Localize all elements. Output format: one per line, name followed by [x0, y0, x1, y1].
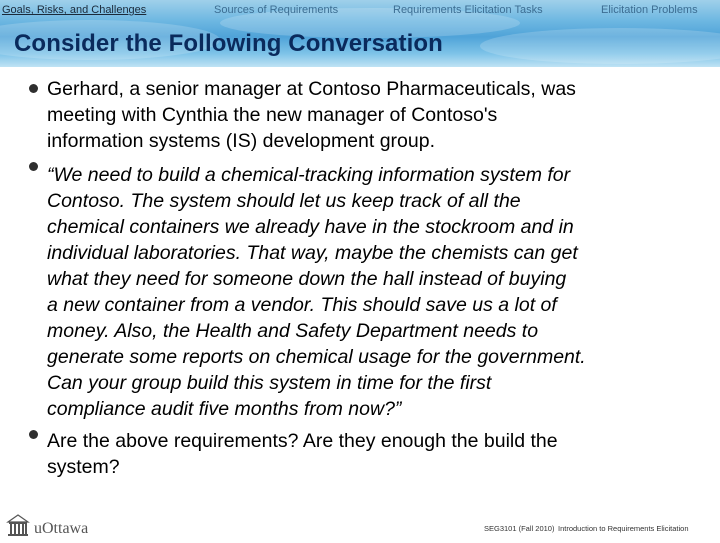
bullet-marker [29, 162, 38, 171]
bullet-1-line-3: information systems (IS) development group. [47, 130, 436, 152]
bullet-2-line-7: money. Also, the Health and Safety Department needs to [47, 320, 539, 342]
footer-course: SEG3101 (Fall 2010) [484, 524, 555, 533]
bullet-2-line-9: Can your group build this system in time for the first [47, 372, 492, 394]
nav-tab-tasks[interactable]: Requirements Elicitation Tasks [393, 4, 543, 16]
bullet-3-line-1: Are the above requirements? Are they enough the build the [47, 430, 558, 452]
water-ripple [480, 28, 720, 64]
bullet-2-line-3: chemical containers we already have in the stockroom and in [47, 216, 574, 238]
bullet-2-line-6: a new container from a vendor. This should save us a lot of [47, 294, 557, 316]
nav-tab-problems[interactable]: Elicitation Problems [601, 4, 698, 16]
bullet-2-line-4: individual laboratories. That way, maybe the chemists can get [47, 242, 578, 264]
bullet-marker [29, 84, 38, 93]
bullet-marker [29, 430, 38, 439]
slide-title: Consider the Following Conversation [14, 30, 443, 57]
bullet-2-line-1: “We need to build a chemical-tracking information system for [47, 164, 571, 186]
bullet-3-line-2: system? [47, 456, 120, 478]
header-banner [0, 0, 720, 67]
bullet-2-line-5: what they need for someone down the hall instead of buying [47, 268, 567, 290]
nav-tab-sources[interactable]: Sources of Requirements [214, 4, 339, 16]
section-nav [0, 4, 720, 20]
university-logo [6, 512, 96, 538]
bullet-2-line-10: compliance audit five months from now?” [47, 398, 402, 420]
building-icon [6, 512, 96, 538]
bullet-1-line-2: meeting with Cynthia the new manager of Contoso's [47, 104, 498, 126]
bullet-2-line-8: generate some reports on chemical usage for the government. [47, 346, 586, 368]
footer-topic: Introduction to Requirements Elicitation [558, 524, 689, 533]
logo-text: uOttawa [34, 520, 89, 537]
bullet-2-line-2: Contoso. The system should let us keep track of all the [47, 190, 521, 212]
nav-tab-goals[interactable]: Goals, Risks, and Challenges [2, 4, 147, 16]
bullet-1-line-1: Gerhard, a senior manager at Contoso Pharmaceuticals, was [47, 78, 576, 100]
